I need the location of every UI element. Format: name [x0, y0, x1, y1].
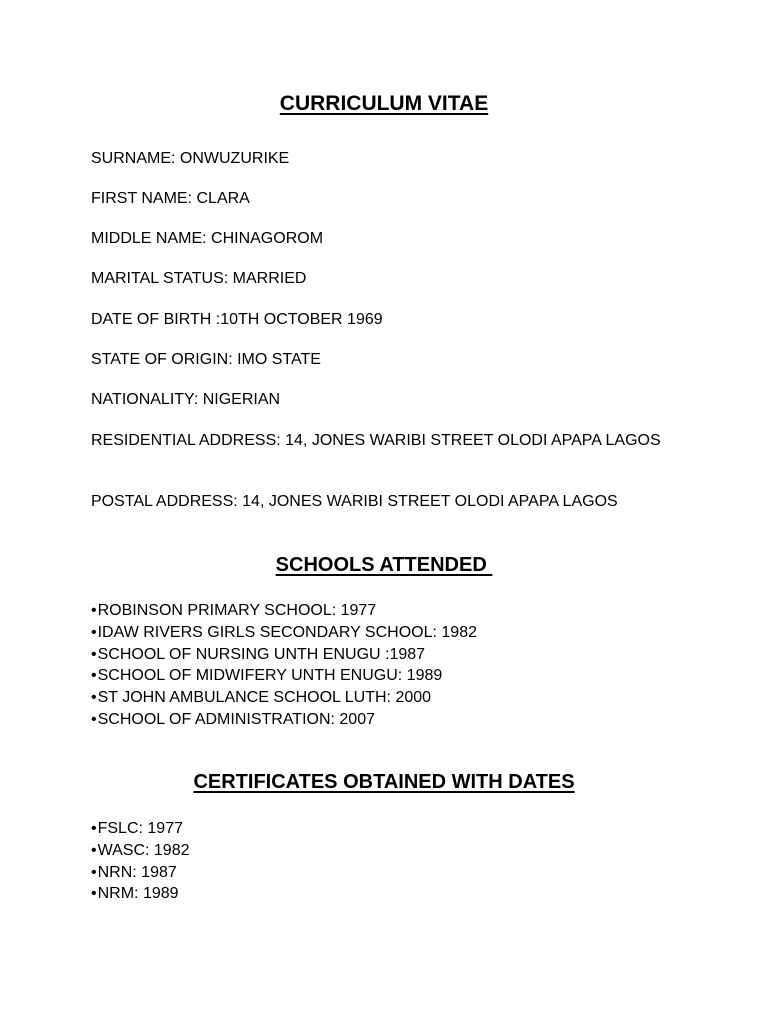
list-item: • ST JOHN AMBULANCE SCHOOL LUTH: 2000: [91, 687, 477, 709]
middle-name-field: MIDDLE NAME: CHINAGOROM: [91, 230, 324, 247]
first-name-field: FIRST NAME: CLARA: [91, 190, 250, 207]
list-item: • SCHOOL OF NURSING UNTH ENUGU :1987: [91, 644, 477, 666]
residential-address-field: RESIDENTIAL ADDRESS: 14, JONES WARIBI STREET OLODI APAPA LAGOS: [91, 432, 661, 449]
marital-status-field: MARITAL STATUS: MARRIED: [91, 270, 307, 287]
schools-heading: SCHOOLS ATTENDED: [275, 554, 493, 576]
schools-list: [91, 600, 477, 731]
document-title: CURRICULUM VITAE: [279, 92, 489, 115]
list-item: • IDAW RIVERS GIRLS SECONDARY SCHOOL: 1982: [91, 622, 477, 644]
certificates-list: [91, 818, 190, 905]
list-item: • SCHOOL OF ADMINISTRATION: 2007: [91, 709, 477, 731]
list-item: • SCHOOL OF MIDWIFERY UNTH ENUGU: 1989: [91, 665, 477, 687]
nationality-field: NATIONALITY: NIGERIAN: [91, 391, 281, 408]
list-item: • WASC: 1982: [91, 840, 190, 862]
date-of-birth-field: DATE OF BIRTH :10TH OCTOBER 1969: [91, 311, 383, 328]
state-of-origin-field: STATE OF ORIGIN: IMO STATE: [91, 351, 321, 368]
list-item: • NRN: 1987: [91, 862, 190, 884]
certificates-heading: CERTIFICATES OBTAINED WITH DATES: [193, 771, 575, 793]
list-item: • ROBINSON PRIMARY SCHOOL: 1977: [91, 600, 477, 622]
surname-field: SURNAME: ONWUZURIKE: [91, 150, 290, 167]
list-item: • FSLC: 1977: [91, 818, 190, 840]
postal-address-field: POSTAL ADDRESS: 14, JONES WARIBI STREET OLODI APAPA LAGOS: [91, 493, 618, 510]
list-item: • NRM: 1989: [91, 883, 190, 905]
